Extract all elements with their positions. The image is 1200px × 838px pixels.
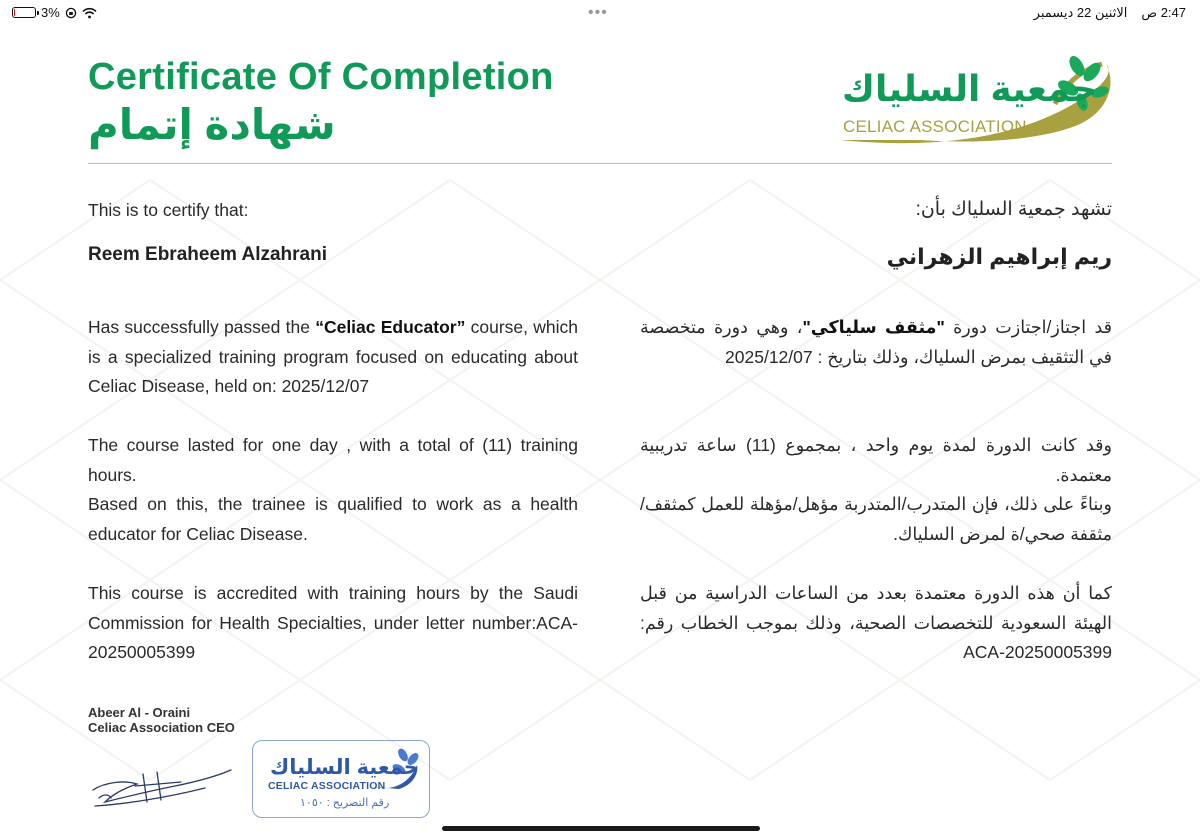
english-paragraph-accreditation: This course is accredited with training hours by the Saudi Commission for Health Specialties, under letter number:ACA-20250005399 xyxy=(88,583,578,662)
status-ampm: ص xyxy=(1141,5,1158,20)
multitask-dots[interactable]: ••• xyxy=(588,4,608,21)
status-time-group xyxy=(1141,5,1186,21)
english-paragraph-qualified: Based on this, the trainee is qualified to work as a health educator for Celiac Disease. xyxy=(88,494,578,544)
battery-percent: 3% xyxy=(41,5,60,20)
status-left xyxy=(12,5,97,20)
arabic-course-name: "مثقف سلياكي" xyxy=(802,317,945,337)
stamp-license-number: رقم التصريح : ١٠٥٠ xyxy=(300,797,390,809)
english-para1-after: course, which is a specialized training program focused on educating about Celiac Disease, held on: 2025/12/07 xyxy=(88,317,578,396)
recipient-name-english: Reem Ebraheem Alzahrani xyxy=(88,244,327,265)
recipient-name-arabic: ريم إبراهيم الزهراني xyxy=(886,244,1112,269)
certify-english: This is to certify that: xyxy=(88,200,249,220)
battery-icon xyxy=(12,7,36,18)
handwritten-signature xyxy=(85,758,235,818)
orientation-lock-icon xyxy=(65,7,77,19)
title-english: Certificate Of Completion xyxy=(88,56,554,98)
status-bar xyxy=(0,0,1200,26)
english-paragraph-course xyxy=(88,313,578,402)
logo-english-text: CELIAC ASSOCIATION xyxy=(843,117,1027,136)
arabic-para1-before: قد اجتاز/اجتازت دورة xyxy=(944,317,1112,337)
status-date: الاثنين 22 ديسمبر xyxy=(1033,5,1128,20)
status-right xyxy=(1034,5,1186,21)
english-para1-before: Has successfully passed the xyxy=(88,317,316,337)
home-indicator[interactable] xyxy=(442,826,760,831)
ceo-title: Celiac Association CEO xyxy=(88,720,235,735)
arabic-paragraph-accreditation: كما أن هذه الدورة معتمدة بعدد من الساعات الدراسية من قبل الهيئة السعودية للتخصصات الصحية، وذلك بموجب الخطاب رقم: ACA-20250005399 xyxy=(640,583,1112,662)
arabic-paragraph-qualified: وبناءً على ذلك، فإن المتدرب/المتدربة مؤهل/مؤهلة للعمل كمثقف/مثقفة صحي/ة لمرض السلياك. xyxy=(640,494,1112,544)
english-paragraph-duration: The course lasted for one day , with a total of (11) training hours. xyxy=(88,435,578,485)
arabic-paragraph-duration: وقد كانت الدورة لمدة يوم واحد ، بمجموع (11) ساعة تدريبية معتمدة. xyxy=(640,435,1112,485)
title-arabic: شهادة إتمام xyxy=(88,101,336,148)
certify-arabic: تشهد جمعية السلياك بأن: xyxy=(915,199,1112,220)
arabic-paragraph-course xyxy=(640,313,1112,372)
header-divider xyxy=(88,163,1112,164)
arabic-para1-after: ، وهي دورة متخصصة في التثقيف بمرض السلياك، وذلك بتاريخ : 2025/12/07 xyxy=(640,317,1112,367)
wifi-icon xyxy=(82,7,97,19)
ceo-name: Abeer Al - Oraini xyxy=(88,705,191,720)
english-course-name: “Celiac Educator” xyxy=(315,317,466,337)
battery-fill xyxy=(14,9,15,16)
stamp-arabic-text: جمعية السلياك xyxy=(270,756,419,779)
status-time: 2:47 xyxy=(1160,5,1186,20)
stamp-english-text: CELIAC ASSOCIATION xyxy=(268,780,386,792)
logo-arabic-text: جمعية السلياك xyxy=(842,68,1098,109)
